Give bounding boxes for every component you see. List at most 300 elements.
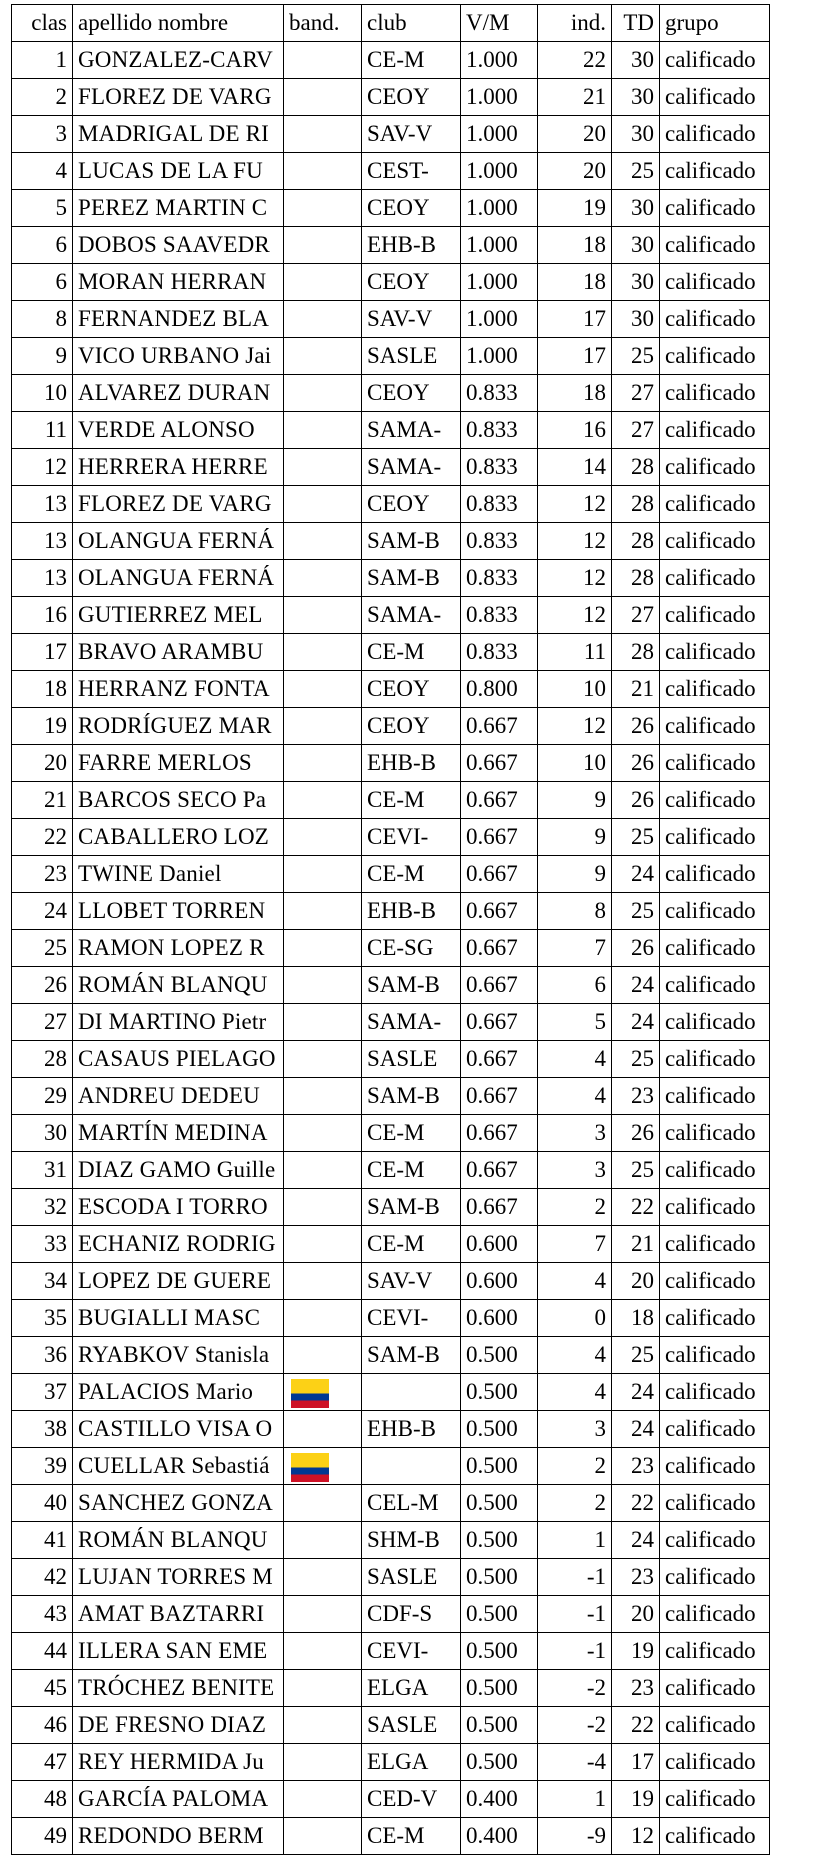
- flag-cell: [284, 1596, 362, 1633]
- club-cell: CE-M: [362, 1115, 461, 1152]
- club-cell: CE-SG: [362, 930, 461, 967]
- grupo-cell: calificado: [660, 42, 770, 79]
- table-row: [12, 301, 770, 338]
- table-row: [12, 523, 770, 560]
- rank-cell: 4: [12, 153, 73, 190]
- ind-cell: 10: [538, 671, 612, 708]
- name-cell: LLOBET TORREN: [73, 893, 284, 930]
- ind-cell: 12: [538, 486, 612, 523]
- table-row: [12, 671, 770, 708]
- ind-cell: -4: [538, 1744, 612, 1781]
- td-cell: 30: [612, 264, 660, 301]
- ind-cell: 16: [538, 412, 612, 449]
- flag-cell: [284, 1152, 362, 1189]
- grupo-cell: calificado: [660, 1004, 770, 1041]
- name-cell: MARTÍN MEDINA: [73, 1115, 284, 1152]
- name-cell: FERNANDEZ BLA: [73, 301, 284, 338]
- grupo-cell: calificado: [660, 1411, 770, 1448]
- vm-cell: 0.500: [461, 1670, 538, 1707]
- flag-cell: [284, 375, 362, 412]
- flag-cell: [284, 1263, 362, 1300]
- flag-cell: [284, 782, 362, 819]
- vm-cell: 0.600: [461, 1300, 538, 1337]
- table-row: [12, 745, 770, 782]
- table-row: [12, 486, 770, 523]
- td-cell: 26: [612, 708, 660, 745]
- col-flag-header: band.: [284, 5, 362, 42]
- name-cell: AMAT BAZTARRI: [73, 1596, 284, 1633]
- club-cell: SAMA-: [362, 597, 461, 634]
- name-cell: LUJAN TORRES M: [73, 1559, 284, 1596]
- td-cell: 25: [612, 1152, 660, 1189]
- td-cell: 21: [612, 1226, 660, 1263]
- name-cell: DIAZ GAMO Guille: [73, 1152, 284, 1189]
- grupo-cell: calificado: [660, 1337, 770, 1374]
- name-cell: OLANGUA FERNÁ: [73, 523, 284, 560]
- name-cell: PEREZ MARTIN C: [73, 190, 284, 227]
- club-cell: ELGA: [362, 1744, 461, 1781]
- flag-cell: [284, 153, 362, 190]
- flag-cell: [284, 338, 362, 375]
- col-grupo-header: grupo: [660, 5, 770, 42]
- td-cell: 28: [612, 523, 660, 560]
- ind-cell: 4: [538, 1041, 612, 1078]
- table-row: [12, 930, 770, 967]
- table-row: [12, 1226, 770, 1263]
- td-cell: 19: [612, 1633, 660, 1670]
- grupo-cell: calificado: [660, 190, 770, 227]
- rank-cell: 33: [12, 1226, 73, 1263]
- rank-cell: 22: [12, 819, 73, 856]
- rank-cell: 28: [12, 1041, 73, 1078]
- vm-cell: 1.000: [461, 79, 538, 116]
- grupo-cell: calificado: [660, 1263, 770, 1300]
- ind-cell: 7: [538, 930, 612, 967]
- club-cell: EHB-B: [362, 893, 461, 930]
- vm-cell: 0.500: [461, 1411, 538, 1448]
- table-row: [12, 1596, 770, 1633]
- club-cell: CEOY: [362, 708, 461, 745]
- flag-cell: [284, 264, 362, 301]
- club-cell: ELGA: [362, 1670, 461, 1707]
- ind-cell: 12: [538, 708, 612, 745]
- ind-cell: 19: [538, 190, 612, 227]
- ind-cell: 3: [538, 1115, 612, 1152]
- flag-cell: [284, 893, 362, 930]
- rank-cell: 38: [12, 1411, 73, 1448]
- club-cell: CED-V: [362, 1781, 461, 1818]
- grupo-cell: calificado: [660, 1226, 770, 1263]
- grupo-cell: calificado: [660, 745, 770, 782]
- td-cell: 23: [612, 1670, 660, 1707]
- name-cell: GUTIERREZ MEL: [73, 597, 284, 634]
- td-cell: 20: [612, 1596, 660, 1633]
- vm-cell: 0.667: [461, 1152, 538, 1189]
- flag-cell: [284, 560, 362, 597]
- td-cell: 24: [612, 1522, 660, 1559]
- ind-cell: 6: [538, 967, 612, 1004]
- name-cell: CUELLAR Sebastiá: [73, 1448, 284, 1485]
- td-cell: 22: [612, 1707, 660, 1744]
- club-cell: [362, 1448, 461, 1485]
- flag-cell: [284, 1707, 362, 1744]
- grupo-cell: calificado: [660, 1448, 770, 1485]
- vm-cell: 0.667: [461, 856, 538, 893]
- grupo-cell: calificado: [660, 1781, 770, 1818]
- name-cell: RYABKOV Stanisla: [73, 1337, 284, 1374]
- club-cell: EHB-B: [362, 1411, 461, 1448]
- vm-cell: 1.000: [461, 338, 538, 375]
- vm-cell: 0.800: [461, 671, 538, 708]
- flag-cell: [284, 1004, 362, 1041]
- flag-cell: [284, 1818, 362, 1855]
- vm-cell: 0.667: [461, 1004, 538, 1041]
- td-cell: 24: [612, 1374, 660, 1411]
- td-cell: 30: [612, 190, 660, 227]
- vm-cell: 0.500: [461, 1374, 538, 1411]
- name-cell: BUGIALLI MASC: [73, 1300, 284, 1337]
- td-cell: 30: [612, 116, 660, 153]
- vm-cell: 0.667: [461, 708, 538, 745]
- td-cell: 28: [612, 560, 660, 597]
- rank-cell: 34: [12, 1263, 73, 1300]
- td-cell: 30: [612, 42, 660, 79]
- grupo-cell: calificado: [660, 671, 770, 708]
- ind-cell: 20: [538, 116, 612, 153]
- flag-cell: [284, 1744, 362, 1781]
- table-row: [12, 1707, 770, 1744]
- club-cell: CE-M: [362, 782, 461, 819]
- table-row: [12, 1781, 770, 1818]
- vm-cell: 0.667: [461, 1115, 538, 1152]
- flag-cell: [284, 930, 362, 967]
- rank-cell: 48: [12, 1781, 73, 1818]
- td-cell: 20: [612, 1263, 660, 1300]
- club-cell: CEOY: [362, 486, 461, 523]
- club-cell: SASLE: [362, 1559, 461, 1596]
- flag-cell: [284, 745, 362, 782]
- name-cell: SANCHEZ GONZA: [73, 1485, 284, 1522]
- table-row: [12, 116, 770, 153]
- td-cell: 26: [612, 1115, 660, 1152]
- ind-cell: 5: [538, 1004, 612, 1041]
- vm-cell: 0.500: [461, 1559, 538, 1596]
- rank-cell: 17: [12, 634, 73, 671]
- club-cell: CEOY: [362, 79, 461, 116]
- vm-cell: 0.833: [461, 597, 538, 634]
- td-cell: 30: [612, 301, 660, 338]
- club-cell: SAM-B: [362, 1337, 461, 1374]
- vm-cell: 0.833: [461, 560, 538, 597]
- table-row: [12, 1670, 770, 1707]
- grupo-cell: calificado: [660, 1189, 770, 1226]
- table-row: [12, 782, 770, 819]
- rank-cell: 42: [12, 1559, 73, 1596]
- rank-cell: 47: [12, 1744, 73, 1781]
- table-row: [12, 1448, 770, 1485]
- col-club-header: club: [362, 5, 461, 42]
- vm-cell: 0.667: [461, 1189, 538, 1226]
- td-cell: 22: [612, 1485, 660, 1522]
- vm-cell: 0.500: [461, 1337, 538, 1374]
- ind-cell: 4: [538, 1078, 612, 1115]
- vm-cell: 0.600: [461, 1263, 538, 1300]
- grupo-cell: calificado: [660, 486, 770, 523]
- grupo-cell: calificado: [660, 1596, 770, 1633]
- table-row: [12, 1411, 770, 1448]
- td-cell: 24: [612, 856, 660, 893]
- ind-cell: 17: [538, 338, 612, 375]
- flag-cell: [284, 1485, 362, 1522]
- table-row: [12, 634, 770, 671]
- name-cell: DOBOS SAAVEDR: [73, 227, 284, 264]
- flag-cell: [284, 1633, 362, 1670]
- rank-cell: 46: [12, 1707, 73, 1744]
- td-cell: 23: [612, 1559, 660, 1596]
- table-row: [12, 967, 770, 1004]
- ind-cell: 7: [538, 1226, 612, 1263]
- flag-cell: [284, 486, 362, 523]
- table-row: [12, 1300, 770, 1337]
- table-row: [12, 597, 770, 634]
- flag-cell: [284, 1078, 362, 1115]
- td-cell: 25: [612, 893, 660, 930]
- grupo-cell: calificado: [660, 560, 770, 597]
- vm-cell: 0.400: [461, 1818, 538, 1855]
- td-cell: 28: [612, 486, 660, 523]
- vm-cell: 1.000: [461, 301, 538, 338]
- grupo-cell: calificado: [660, 1559, 770, 1596]
- name-cell: BRAVO ARAMBU: [73, 634, 284, 671]
- rank-cell: 43: [12, 1596, 73, 1633]
- table-row: [12, 1337, 770, 1374]
- ind-cell: -1: [538, 1596, 612, 1633]
- club-cell: CE-M: [362, 1152, 461, 1189]
- club-cell: CE-M: [362, 1226, 461, 1263]
- club-cell: CEOY: [362, 264, 461, 301]
- club-cell: SAM-B: [362, 1078, 461, 1115]
- ind-cell: 0: [538, 1300, 612, 1337]
- club-cell: SAM-B: [362, 967, 461, 1004]
- rank-cell: 8: [12, 301, 73, 338]
- vm-cell: 0.667: [461, 1041, 538, 1078]
- name-cell: OLANGUA FERNÁ: [73, 560, 284, 597]
- table-row: [12, 1559, 770, 1596]
- rank-cell: 36: [12, 1337, 73, 1374]
- table-row: [12, 153, 770, 190]
- table-row: [12, 412, 770, 449]
- td-cell: 27: [612, 375, 660, 412]
- name-cell: RODRÍGUEZ MAR: [73, 708, 284, 745]
- rank-cell: 20: [12, 745, 73, 782]
- rank-cell: 9: [12, 338, 73, 375]
- flag-cell: [284, 1300, 362, 1337]
- club-cell: CEOY: [362, 671, 461, 708]
- table-row: [12, 1189, 770, 1226]
- flag-cell: [284, 1559, 362, 1596]
- table-row: [12, 1115, 770, 1152]
- table-row: [12, 1041, 770, 1078]
- flag-cell: [284, 523, 362, 560]
- table-row: [12, 79, 770, 116]
- rank-cell: 13: [12, 486, 73, 523]
- vm-cell: 0.500: [461, 1485, 538, 1522]
- club-cell: SASLE: [362, 1041, 461, 1078]
- ind-cell: 1: [538, 1522, 612, 1559]
- grupo-cell: calificado: [660, 819, 770, 856]
- grupo-cell: calificado: [660, 893, 770, 930]
- club-cell: CEVI-: [362, 1633, 461, 1670]
- flag-cell: [284, 1781, 362, 1818]
- name-cell: GARCÍA PALOMA: [73, 1781, 284, 1818]
- rank-cell: 24: [12, 893, 73, 930]
- flag-cell: [284, 1522, 362, 1559]
- name-cell: CASTILLO VISA O: [73, 1411, 284, 1448]
- table-row: [12, 227, 770, 264]
- vm-cell: 0.667: [461, 1078, 538, 1115]
- table-body: [12, 42, 770, 1855]
- vm-cell: 0.667: [461, 819, 538, 856]
- ind-cell: 4: [538, 1337, 612, 1374]
- ind-cell: 4: [538, 1374, 612, 1411]
- name-cell: ANDREU DEDEU: [73, 1078, 284, 1115]
- flag-cell: [284, 1041, 362, 1078]
- grupo-cell: calificado: [660, 1115, 770, 1152]
- name-cell: LOPEZ DE GUERE: [73, 1263, 284, 1300]
- table-row: [12, 560, 770, 597]
- flag-cell: [284, 671, 362, 708]
- td-cell: 24: [612, 1004, 660, 1041]
- td-cell: 28: [612, 449, 660, 486]
- name-cell: GONZALEZ-CARV: [73, 42, 284, 79]
- club-cell: SHM-B: [362, 1522, 461, 1559]
- colombia-flag-icon: [291, 1453, 329, 1482]
- td-cell: 25: [612, 819, 660, 856]
- name-cell: MADRIGAL DE RI: [73, 116, 284, 153]
- grupo-cell: calificado: [660, 1670, 770, 1707]
- vm-cell: 0.833: [461, 486, 538, 523]
- name-cell: ILLERA SAN EME: [73, 1633, 284, 1670]
- td-cell: 26: [612, 745, 660, 782]
- grupo-cell: calificado: [660, 523, 770, 560]
- table-row: [12, 338, 770, 375]
- vm-cell: 0.500: [461, 1707, 538, 1744]
- col-ind-header: ind.: [538, 5, 612, 42]
- name-cell: VERDE ALONSO: [73, 412, 284, 449]
- table-row: [12, 1522, 770, 1559]
- ind-cell: 20: [538, 153, 612, 190]
- club-cell: SAM-B: [362, 523, 461, 560]
- rank-cell: 10: [12, 375, 73, 412]
- club-cell: CEL-M: [362, 1485, 461, 1522]
- rank-cell: 18: [12, 671, 73, 708]
- table-row: [12, 375, 770, 412]
- club-cell: EHB-B: [362, 227, 461, 264]
- grupo-cell: calificado: [660, 79, 770, 116]
- grupo-cell: calificado: [660, 1078, 770, 1115]
- grupo-cell: calificado: [660, 967, 770, 1004]
- rank-cell: 6: [12, 227, 73, 264]
- grupo-cell: calificado: [660, 1300, 770, 1337]
- flag-cell: [284, 634, 362, 671]
- ind-cell: 9: [538, 782, 612, 819]
- name-cell: RAMON LOPEZ R: [73, 930, 284, 967]
- ind-cell: 11: [538, 634, 612, 671]
- name-cell: HERRANZ FONTA: [73, 671, 284, 708]
- table-row: [12, 449, 770, 486]
- td-cell: 19: [612, 1781, 660, 1818]
- col-td-header: TD: [612, 5, 660, 42]
- flag-cell: [284, 856, 362, 893]
- name-cell: FLOREZ DE VARG: [73, 486, 284, 523]
- grupo-cell: calificado: [660, 1818, 770, 1855]
- name-cell: LUCAS DE LA FU: [73, 153, 284, 190]
- table-row: [12, 1818, 770, 1855]
- ind-cell: 10: [538, 745, 612, 782]
- club-cell: [362, 1374, 461, 1411]
- name-cell: REDONDO BERM: [73, 1818, 284, 1855]
- td-cell: 18: [612, 1300, 660, 1337]
- grupo-cell: calificado: [660, 301, 770, 338]
- vm-cell: 1.000: [461, 153, 538, 190]
- club-cell: SAV-V: [362, 1263, 461, 1300]
- vm-cell: 0.833: [461, 449, 538, 486]
- name-cell: REY HERMIDA Ju: [73, 1744, 284, 1781]
- rank-cell: 37: [12, 1374, 73, 1411]
- standings-table: [11, 4, 770, 1855]
- rank-cell: 23: [12, 856, 73, 893]
- name-cell: MORAN HERRAN: [73, 264, 284, 301]
- grupo-cell: calificado: [660, 116, 770, 153]
- vm-cell: 0.833: [461, 375, 538, 412]
- grupo-cell: calificado: [660, 153, 770, 190]
- club-cell: CEST-: [362, 153, 461, 190]
- flag-cell: [284, 1115, 362, 1152]
- flag-cell: [284, 227, 362, 264]
- club-cell: SAM-B: [362, 1189, 461, 1226]
- club-cell: SAMA-: [362, 1004, 461, 1041]
- rank-cell: 5: [12, 190, 73, 227]
- grupo-cell: calificado: [660, 930, 770, 967]
- td-cell: 24: [612, 1411, 660, 1448]
- td-cell: 21: [612, 671, 660, 708]
- colombia-flag-icon: [291, 1379, 329, 1408]
- flag-cell: [284, 79, 362, 116]
- ind-cell: 18: [538, 375, 612, 412]
- club-cell: CE-M: [362, 634, 461, 671]
- name-cell: PALACIOS Mario: [73, 1374, 284, 1411]
- name-cell: HERRERA HERRE: [73, 449, 284, 486]
- name-cell: DE FRESNO DIAZ: [73, 1707, 284, 1744]
- rank-cell: 49: [12, 1818, 73, 1855]
- rank-cell: 44: [12, 1633, 73, 1670]
- vm-cell: 0.667: [461, 967, 538, 1004]
- rank-cell: 27: [12, 1004, 73, 1041]
- flag-cell: [284, 597, 362, 634]
- flag-cell: [284, 301, 362, 338]
- table-row: [12, 708, 770, 745]
- rank-cell: 32: [12, 1189, 73, 1226]
- vm-cell: 1.000: [461, 264, 538, 301]
- ind-cell: 3: [538, 1411, 612, 1448]
- table-row: [12, 1485, 770, 1522]
- ind-cell: 1: [538, 1781, 612, 1818]
- flag-cell: [284, 1374, 362, 1411]
- rank-cell: 41: [12, 1522, 73, 1559]
- name-cell: ROMÁN BLANQU: [73, 967, 284, 1004]
- flag-cell: [284, 412, 362, 449]
- ind-cell: -1: [538, 1633, 612, 1670]
